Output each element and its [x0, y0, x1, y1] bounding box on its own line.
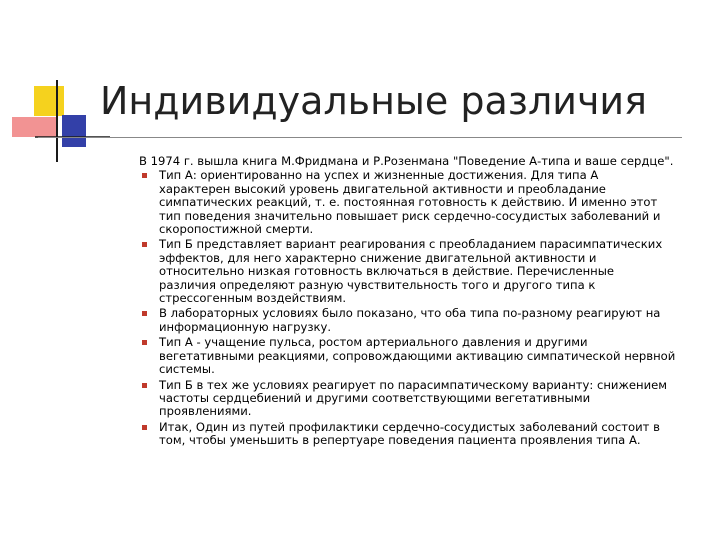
title-divider — [38, 137, 682, 138]
bullet-square-icon — [142, 173, 147, 178]
list-item-line: информационную нагрузку. — [159, 319, 332, 334]
slide-title: Индивидуальные различия — [100, 79, 647, 123]
list-item-line: эффектов, для него характерно снижение двигательной активности и — [159, 250, 597, 265]
list-item-line: вегетативными реакциями, сопровождающими активацию симпатической нервной — [159, 348, 676, 363]
list-item-line: Итак, Один из путей профилактики сердечно-сосудистых заболеваний состоит в — [159, 419, 660, 434]
list-item-line: проявлениями. — [159, 404, 252, 419]
deco-blue-square — [62, 115, 86, 147]
list-item — [139, 238, 699, 305]
list-item-line: характерен высокий уровень двигательной активности и преобладание — [159, 181, 606, 196]
list-item-line: Тип А - учащение пульса, ростом артериального давления и другими — [159, 335, 588, 350]
list-item-line: системы. — [159, 362, 215, 377]
list-item-line: тип поведения значительно повышает риск сердечно-сосудистых заболеваний и — [159, 208, 661, 223]
list-item-line: Тип Б в тех же условиях реагирует по парасимпатическому варианту: снижением — [159, 377, 668, 392]
bullet-square-icon — [142, 242, 147, 247]
list-item-line: частоты сердцебиений и другими соответствующими вегетативными — [159, 390, 591, 405]
list-item-line: Тип А: ориентированно на успех и жизненные достижения. Для типа А — [159, 168, 599, 183]
bullet-square-icon — [142, 311, 147, 316]
bullet-square-icon — [142, 340, 147, 345]
bullet-square-icon — [142, 425, 147, 430]
list-item-line: скоропостижной смерти. — [159, 222, 314, 237]
list-item-line: относительно низкая готовность включаться в действие. Перечисленные — [159, 264, 615, 279]
slide-body — [139, 155, 699, 450]
deco-pink-square — [12, 117, 56, 137]
list-item-line: различия определяют разную чувствительность того и другого типа к — [159, 277, 596, 292]
list-item-line: Тип Б представляет вариант реагирования с преобладанием парасимпатических — [159, 237, 663, 252]
list-item — [139, 169, 699, 236]
list-item — [139, 336, 699, 376]
list-item-line: симпатических реакций, т. е. постоянная готовность к действию. И именно этот — [159, 195, 658, 210]
title-decoration — [0, 0, 110, 170]
list-item-line: В лабораторных условиях было показано, что оба типа по-разному реагируют на — [159, 306, 661, 321]
list-item-line: стрессогенным воздействиям. — [159, 291, 347, 306]
intro-text: В 1974 г. вышла книга М.Фридмана и Р.Розенмана "Поведение А-типа и ваше сердце". — [139, 154, 674, 168]
bullet-list — [139, 169, 699, 447]
list-item — [139, 307, 699, 334]
list-item — [139, 379, 699, 419]
list-item-line: том, чтобы уменьшить в репертуаре поведения пациента проявления типа А. — [159, 433, 641, 448]
bullet-square-icon — [142, 383, 147, 388]
list-item — [139, 421, 699, 448]
deco-yellow-square — [34, 86, 64, 116]
